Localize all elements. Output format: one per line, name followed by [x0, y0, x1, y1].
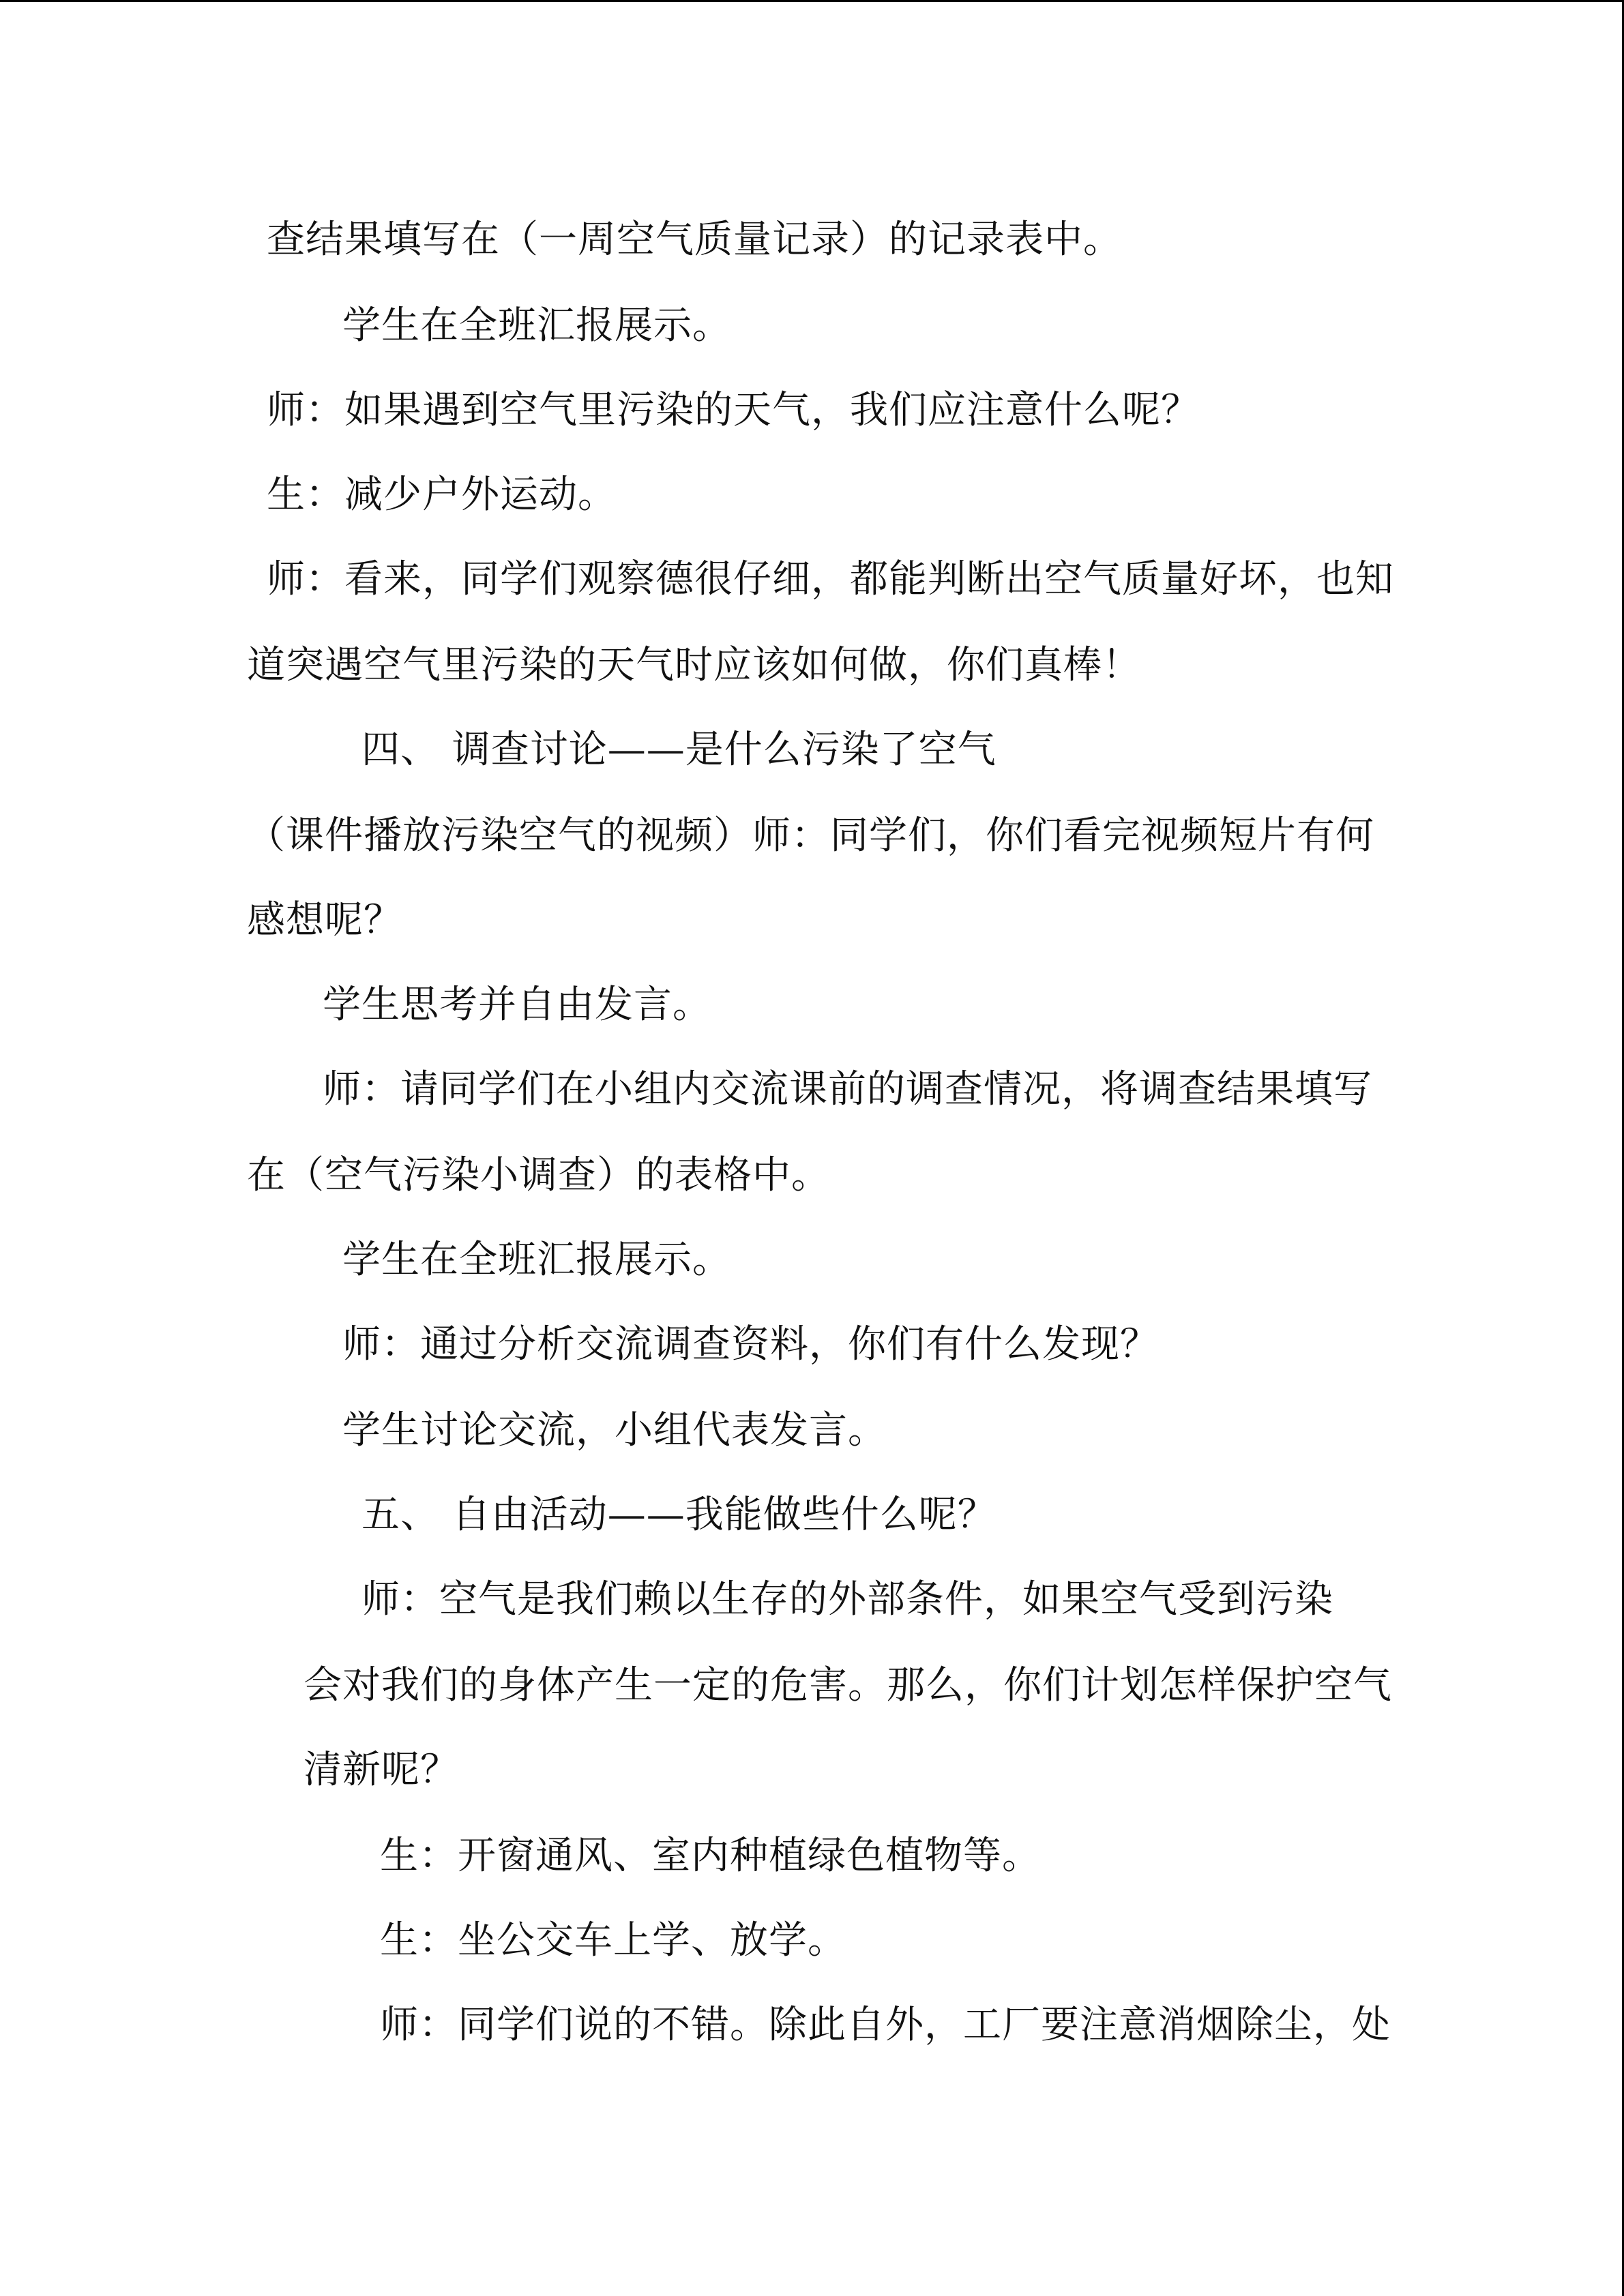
text-line: 生：减少户外运动。 [267, 473, 617, 517]
text-line: 道突遇空气里污染的天气时应该如何做，你们真棒！ [247, 643, 1141, 687]
text-line: 学生讨论交流，小组代表发言。 [342, 1408, 887, 1452]
section-heading: 五、 自由活动——我能做些什么呢？ [361, 1493, 996, 1537]
text-line: 师：请同学们在小组内交流课前的调查情况，将调查结果填写 [323, 1067, 1372, 1112]
text-line: 师：空气是我们赖以生存的外部条件，如果空气受到污染 [361, 1577, 1333, 1622]
text-line: 师：通过分析交流调查资料，你们有什么发现？ [342, 1322, 1159, 1367]
text-line: 生：坐公交车上学、放学。 [380, 1918, 846, 1963]
text-line: （课件播放污染空气的视频）师：同学们，你们看完视频短片有何 [247, 814, 1374, 858]
text-line: 生：开窗通风、室内种植绿色植物等。 [380, 1834, 1041, 1878]
text-line: 清新呢？ [304, 1748, 459, 1792]
text-line: 学生思考并自由发言。 [323, 983, 711, 1027]
text-line: 在（空气污染小调查）的表格中。 [247, 1153, 830, 1197]
text-line: 感想呢？ [247, 898, 402, 942]
text-line: 查结果填写在（一周空气质量记录）的记录表中。 [267, 218, 1122, 262]
text-line: 学生在全班汇报展示。 [342, 303, 731, 348]
text-line: 会对我们的身体产生一定的危害。那么，你们计划怎样保护空气 [304, 1663, 1392, 1708]
text-line: 师：同学们说的不错。除此自外，工厂要注意消烟除尘，处 [380, 2003, 1391, 2047]
text-line: 师：如果遇到空气里污染的天气，我们应注意什么呢？ [267, 388, 1200, 432]
text-line: 学生在全班汇报展示。 [342, 1238, 731, 1282]
text-line: 师：看来，同学们观察德很仔细，都能判断出空气质量好坏，也知 [267, 557, 1394, 601]
section-heading: 四、 调查讨论——是什么污染了空气 [361, 728, 996, 772]
